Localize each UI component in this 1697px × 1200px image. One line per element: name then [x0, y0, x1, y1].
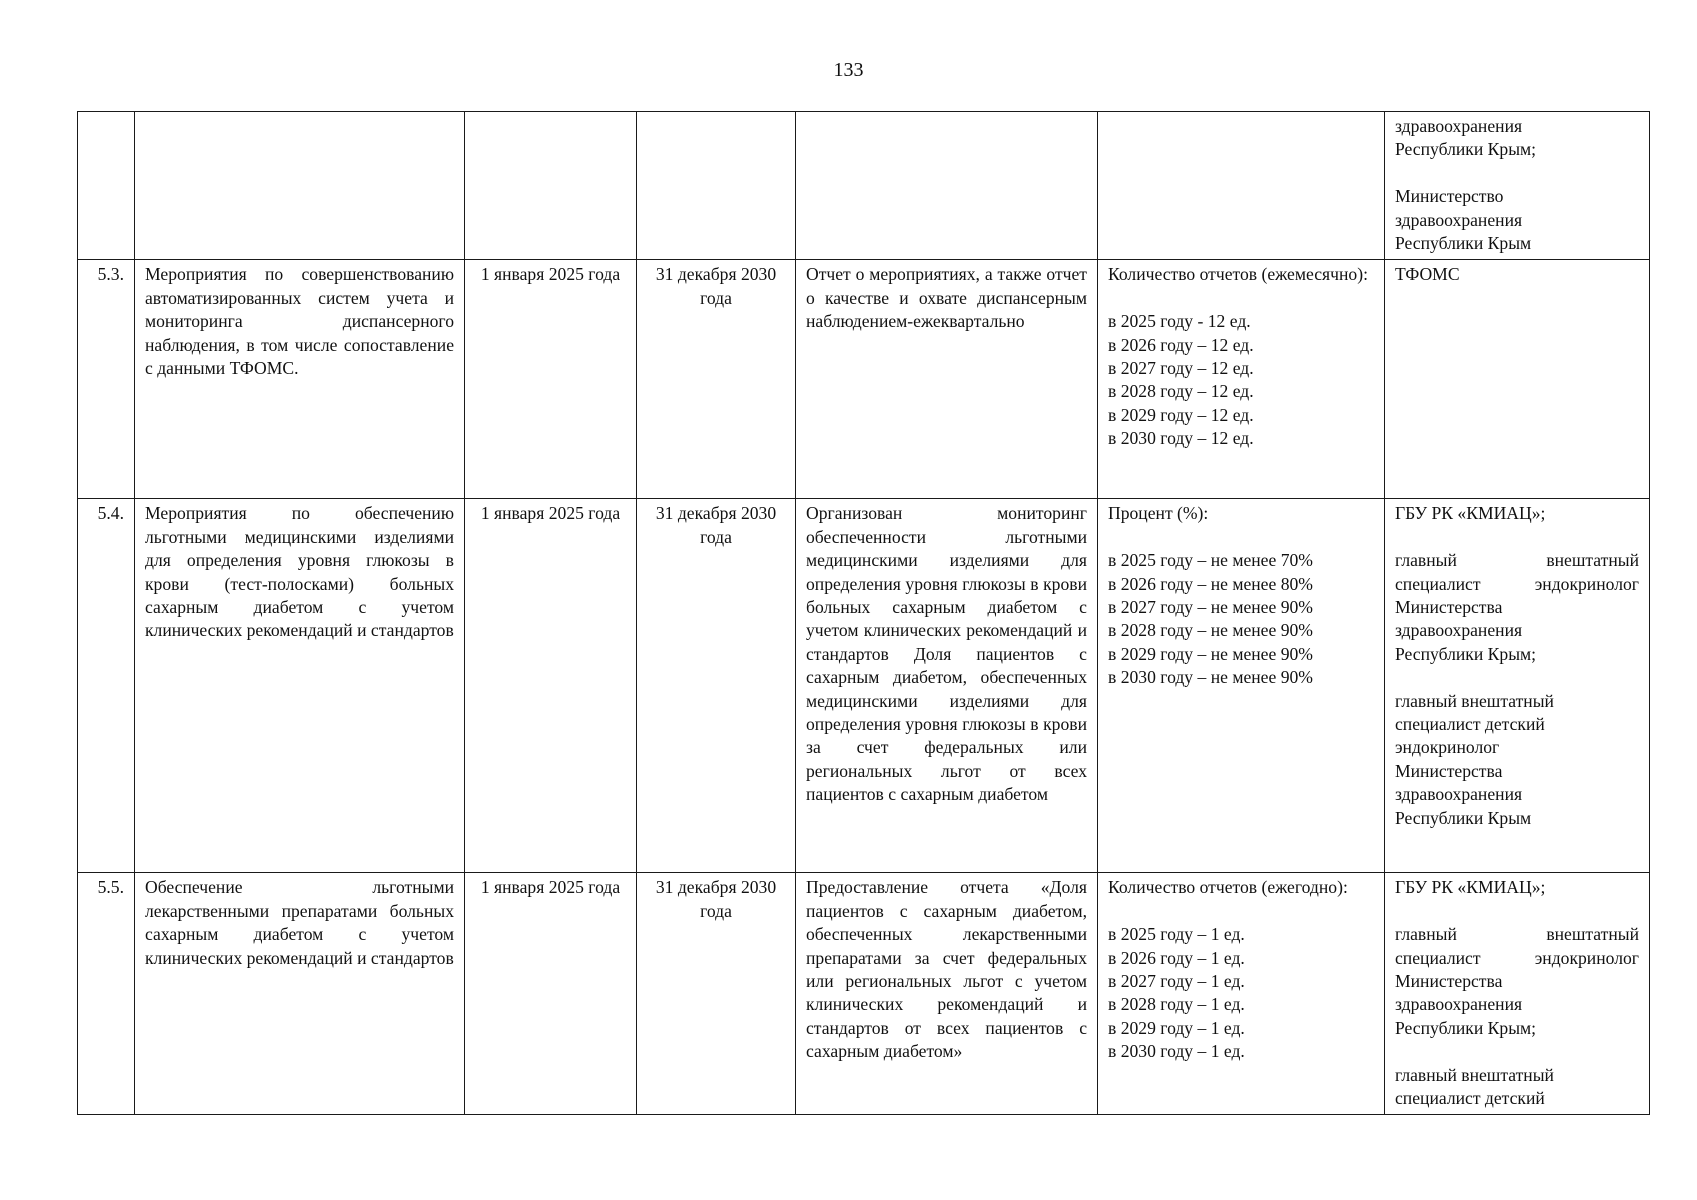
start-date: 1 января 2025 года: [465, 499, 637, 873]
indicator-value: в 2027 году – 12 ед.: [1108, 358, 1254, 379]
responsible-line: ГБУ РК «КМИАЦ»;: [1395, 503, 1546, 524]
responsible-cell: [1385, 112, 1650, 260]
indicator-value: в 2029 году – 1 ед.: [1108, 1017, 1245, 1038]
responsible-line: ГБУ РК «КМИАЦ»;: [1395, 877, 1546, 898]
responsible-line: Республики Крым;: [1395, 643, 1537, 664]
indicator-value: в 2028 году – 1 ед.: [1108, 994, 1245, 1015]
expected-result: Предоставление отчета «Доля пациентов с сахарным диабетом, обеспеченных лекарственными препаратами за счет федеральных или региональных льгот с учетом клинических рекомендаций и стандартов от всех пациентов с сахарным диабетом»: [796, 873, 1098, 1115]
responsible-cell: [1385, 260, 1650, 499]
indicator-value: в 2030 году – 12 ед.: [1108, 428, 1254, 449]
expected-result: Отчет о мероприятиях, а также отчет о качестве и охвате диспансерным наблюдением-ежеквартально: [796, 260, 1098, 499]
indicator-cell: [1098, 873, 1385, 1115]
row-number: 5.5.: [78, 873, 135, 1115]
action-plan-table: [77, 111, 1650, 1115]
row-number: [78, 112, 135, 260]
responsible-line: Республики Крым;: [1395, 1017, 1537, 1038]
measure-name: Мероприятия по совершенствованию автоматизированных систем учета и мониторинга диспансерного наблюдения, в том числе сопоставление с данными ТФОМС.: [135, 260, 465, 499]
indicator-cell: [1098, 499, 1385, 873]
indicator-value: в 2027 году – не менее 90%: [1108, 597, 1313, 618]
indicator-value: в 2025 году – не менее 70%: [1108, 550, 1313, 571]
expected-result: [796, 112, 1098, 260]
start-date: [465, 112, 637, 260]
indicator-value: в 2028 году – не менее 90%: [1108, 620, 1313, 641]
table-row: [78, 499, 1650, 873]
end-date: [637, 112, 796, 260]
indicator-value: в 2025 году – 1 ед.: [1108, 924, 1245, 945]
indicator-cell: [1098, 112, 1385, 260]
responsible-cell: [1385, 873, 1650, 1115]
end-date: 31 декабря 2030 года: [637, 260, 796, 499]
responsible-line: Министерства: [1395, 971, 1503, 992]
end-date: 31 декабря 2030 года: [637, 499, 796, 873]
responsible-cell: [1385, 499, 1650, 873]
responsible-line: Республики Крым: [1395, 807, 1532, 828]
responsible-line: здравоохранения: [1395, 209, 1523, 230]
responsible-line: Республики Крым: [1395, 233, 1532, 254]
responsible-line: главный внештатный: [1395, 690, 1554, 711]
measure-name: Мероприятия по обеспечению льготными медицинскими изделиями для определения уровня глюкозы в крови (тест-полосками) больных сахарным диабетом с учетом клинических рекомендаций и стандартов: [135, 499, 465, 873]
expected-result: Организован мониторинг обеспеченности льготными медицинскими изделиями для определения уровня глюкозы в крови больных сахарным диабетом с учетом клинических рекомендаций и стандартов Доля пациентов с сахарным диабетом, обеспеченных медицинскими изделиями для определения уровня глюкозы в крови за счет федеральных или региональных льгот от всех пациентов с сахарным диабетом: [796, 499, 1098, 873]
responsible-line: специалист детский: [1395, 1088, 1545, 1109]
indicator-value: в 2030 году – 1 ед.: [1108, 1041, 1245, 1062]
measure-name: [135, 112, 465, 260]
indicator-value: в 2027 году – 1 ед.: [1108, 971, 1245, 992]
indicator-value: в 2029 году – не менее 90%: [1108, 643, 1313, 664]
indicator-value: в 2026 году – 1 ед.: [1108, 947, 1245, 968]
responsible-line: эндокринолог: [1395, 737, 1500, 758]
page-number: 133: [833, 59, 864, 81]
responsible-line: ТФОМС: [1395, 264, 1460, 285]
indicator-value: в 2029 году – 12 ед.: [1108, 404, 1254, 425]
end-date: 31 декабря 2030 года: [637, 873, 796, 1115]
indicator-value: в 2026 году – 12 ед.: [1108, 334, 1254, 355]
row-number: 5.4.: [78, 499, 135, 873]
indicator-value: в 2030 году – не менее 90%: [1108, 667, 1313, 688]
indicator-title: Процент (%):: [1108, 503, 1209, 524]
responsible-line: Министерства: [1395, 760, 1503, 781]
measure-name: Обеспечение льготными лекарственными препаратами больных сахарным диабетом с учетом клинических рекомендаций и стандартов: [135, 873, 465, 1115]
indicator-title: Количество отчетов (ежегодно):: [1108, 877, 1348, 898]
responsible-line: главный внештатный: [1395, 1064, 1554, 1085]
indicator-value: в 2025 году - 12 ед.: [1108, 311, 1251, 332]
indicator-value: в 2026 году – не менее 80%: [1108, 573, 1313, 594]
indicator-title: Количество отчетов (ежемесячно):: [1108, 264, 1368, 285]
table-row: [78, 112, 1650, 260]
responsible-line: Министерства: [1395, 597, 1503, 618]
responsible-line: Министерство: [1395, 186, 1504, 207]
responsible-line: главный внештатный специалист эндокринолог: [1395, 924, 1639, 968]
responsible-line: здравоохранения: [1395, 994, 1523, 1015]
indicator-value: в 2028 году – 12 ед.: [1108, 381, 1254, 402]
indicator-cell: [1098, 260, 1385, 499]
responsible-line: здравоохранения: [1395, 620, 1523, 641]
responsible-line: здравоохранения: [1395, 784, 1523, 805]
table-row: [78, 873, 1650, 1115]
responsible-line: специалист детский: [1395, 714, 1545, 735]
start-date: 1 января 2025 года: [465, 260, 637, 499]
table-body: [78, 112, 1650, 1115]
table-row: [78, 260, 1650, 499]
row-number: 5.3.: [78, 260, 135, 499]
responsible-line: главный внештатный специалист эндокринолог: [1395, 550, 1639, 594]
start-date: 1 января 2025 года: [465, 873, 637, 1115]
responsible-line: здравоохранения: [1395, 116, 1523, 136]
responsible-line: Республики Крым;: [1395, 139, 1537, 160]
